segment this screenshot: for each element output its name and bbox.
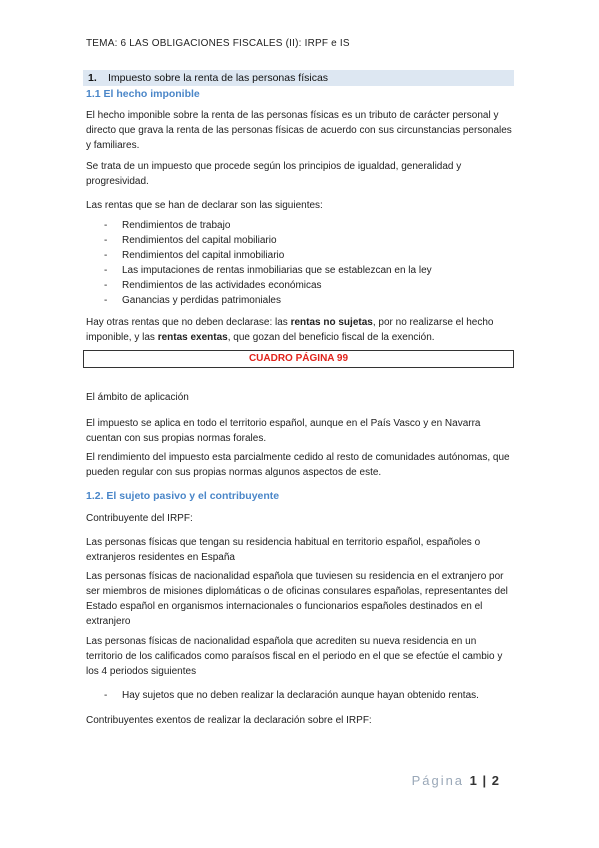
document-page: TEMA: 6 LAS OBLIGACIONES FISCALES (II): IRPF e IS 1. Impuesto sobre la renta de las personas físicas 1.1 El hecho imponible El hecho imponible sobre la renta de las personas físicas es un tributo de carácter personal y directo que grava la renta de las personas físicas de acuerdo con sus circunstancias personales y familiares. Se trata de un impuesto que procede según los principios de igualdad, generalidad y progresividad. Las rentas que se han de declarar son las siguientes: - Rendimientos de trabajo - Rendimientos del capital mobiliario - Rendimientos del capital inmobiliario - Las imputaciones de rentas inmobiliarias que se establezcan en la ley - Rendimientos de las actividades económicas - Ganancias y perdidas patrimoniales Hay otras rentas que no deben declarase: las rentas no sujetas, por no realizarse el hecho imponible, y las rentas exentas, que gozan del beneficio fiscal de la exención. CUADRO PÁGINA 99 El ámbito de aplicación El impuesto se aplica en todo el territorio español, aunque en el País Vasco y en Navarra cuentan con sus propias normas forales. El rendimiento del impuesto esta parcialmente cedido al resto de comunidades autónomas, que pueden regular con sus propias normas algunos aspectos de este. 1.2. El sujeto pasivo y el contribuyente Contribuyente del IRPF: Las personas físicas que tengan su residencia habitual en territorio español, españoles o extranjeros residentes en España Las personas físicas de nacionalidad española que tuviesen su residencia en el extranjero por ser miembros de misiones diplomáticas o de oficinas consulares españolas, representantes del Estado español en organismos internacionales o funcionarios españoles destinados en el extranjero Las personas físicas de nacionalidad española que acrediten su nueva residencia en un territorio de los calificados como paraísos fiscal en el periodo en el que se efectúe el cambio y los 4 periodos siguientes - Hay sujetos que no deben realizar la declaración aunque hayan obtenido rentas. Contribuyentes exentos de realizar la declaración sobre el IRPF: Página 1 | 2 bbox=[0, 0, 599, 848]
page-footer bbox=[412, 773, 500, 788]
paragraph-ambito: El ámbito de aplicación bbox=[86, 392, 189, 403]
rentas-list bbox=[86, 218, 514, 308]
section-heading bbox=[83, 70, 514, 86]
list-item: - Las imputaciones de rentas inmobiliarias que se establezcan en la ley bbox=[104, 265, 432, 276]
paragraph-rendimiento-cedido: El rendimiento del impuesto esta parcialmente cedido al resto de comunidades autónomas, que pueden regular con sus propias normas algunos aspectos de este. bbox=[86, 452, 510, 478]
list-item: - Ganancias y perdidas patrimoniales bbox=[104, 295, 281, 306]
page-number: 1 | 2 bbox=[469, 773, 500, 788]
paragraph-contribuyente: Contribuyente del IRPF: bbox=[86, 513, 193, 524]
page-label: Página bbox=[411, 773, 465, 788]
subsection-heading-1-1: 1.1 El hecho imponible bbox=[86, 88, 200, 100]
list-item: - Rendimientos del capital mobiliario bbox=[104, 235, 277, 246]
paragraph-rentas-intro: Las rentas que se han de declarar son las siguientes: bbox=[86, 200, 323, 211]
bold-term: rentas exentas bbox=[157, 332, 228, 343]
section-number: 1. bbox=[88, 72, 97, 84]
list-item: - Rendimientos de las actividades económicas bbox=[104, 280, 322, 291]
cuadro-reference-box: CUADRO PÁGINA 99 bbox=[83, 350, 514, 368]
paragraph-rentas-no-sujetas: Hay otras rentas que no deben declarase: las rentas no sujetas, por no realizarse el hecho imponible, y las rentas exentas, que gozan del beneficio fiscal de la exención. bbox=[86, 317, 494, 343]
page-header: TEMA: 6 LAS OBLIGACIONES FISCALES (II): IRPF e IS bbox=[86, 38, 350, 49]
list-item: - Rendimientos del capital inmobiliario bbox=[104, 250, 285, 261]
bold-term: rentas no sujetas bbox=[290, 317, 373, 328]
paragraph-paraisos: Las personas físicas de nacionalidad española que acrediten su nueva residencia en un territorio de los calificados como paraísos fiscal en el periodo en el que se efectúe el cambio y los 4 periodos siguientes bbox=[86, 636, 503, 677]
list-item: - Rendimientos de trabajo bbox=[104, 220, 231, 231]
section-title: Impuesto sobre la renta de las personas físicas bbox=[108, 72, 329, 84]
paragraph-hecho-imponible: El hecho imponible sobre la renta de las personas físicas es un tributo de carácter personal y directo que grava la renta de las personas físicas de acuerdo con sus circunstancias personales y familiares. bbox=[86, 110, 512, 151]
paragraph-principios: Se trata de un impuesto que procede según los principios de igualdad, generalidad y progresividad. bbox=[86, 161, 462, 187]
subsection-heading-1-2: 1.2. El sujeto pasivo y el contribuyente bbox=[86, 490, 280, 502]
paragraph-residentes: Las personas físicas que tengan su residencia habitual en territorio español, españoles o extranjeros residentes en España bbox=[86, 537, 481, 563]
paragraph-territorio: El impuesto se aplica en todo el territorio español, aunque en el País Vasco y en Navarra cuentan con sus propias normas forales. bbox=[86, 418, 481, 444]
paragraph-exentos: Contribuyentes exentos de realizar la declaración sobre el IRPF: bbox=[86, 715, 372, 726]
paragraph-diplomaticos: Las personas físicas de nacionalidad española que tuviesen su residencia en el extranjero por ser miembros de misiones diplomáticas o de oficinas consulares españolas, representantes del Estado español en organismos internacionales o funcionarios españoles destinados en el extranjero bbox=[86, 571, 508, 627]
